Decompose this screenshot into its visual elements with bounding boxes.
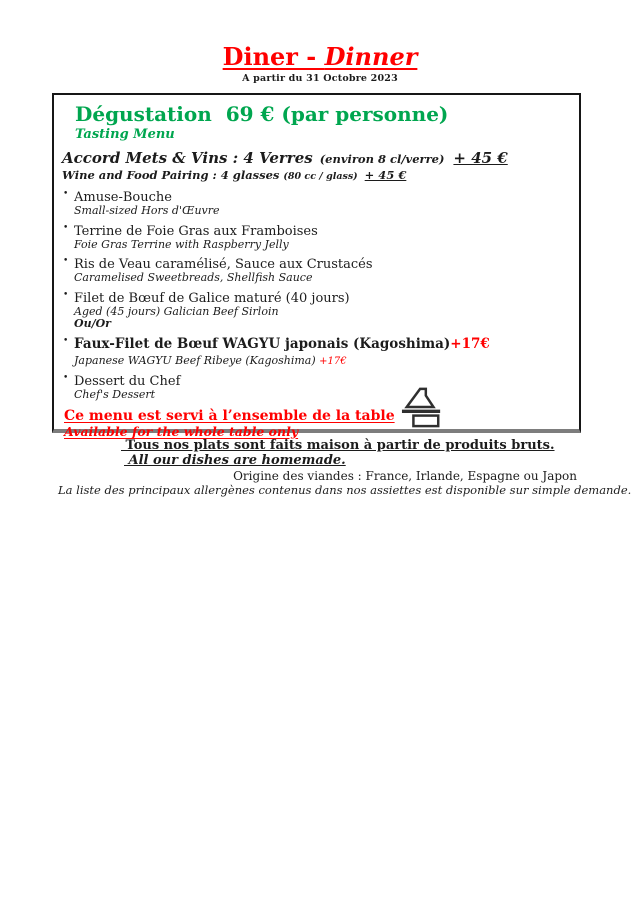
or-divider: Ou/Or xyxy=(74,317,111,331)
menu-subheading: Tasting Menu xyxy=(75,127,175,143)
item-name-en: Small-sized Hors d'Œuvre xyxy=(74,204,220,218)
wagyu-supplement-price: +17€ xyxy=(450,335,490,352)
wagyu-supplement-price-en: +17€ xyxy=(319,355,347,367)
menu-item-filet-de-boeuf xyxy=(62,291,567,331)
item-name-fr xyxy=(74,337,567,352)
bullet-icon: • xyxy=(63,373,69,384)
wagyu-name: Faux-Filet de Bœuf WAGYU japonais (Kagoshima) xyxy=(74,335,451,352)
item-name-en: Foie Gras Terrine with Raspberry Jelly xyxy=(74,237,289,251)
item-name-fr: Dessert du Chef xyxy=(74,374,181,390)
wine-pairing-en-price: + 45 € xyxy=(364,168,407,183)
allergens-note: La liste des principaux allergènes contenus dans nos assiettes est disponible sur simple demande. xyxy=(58,483,632,498)
item-name-fr: Ris de Veau caramélisé, Sauce aux Crustacés xyxy=(74,257,373,273)
page-title-fr: Diner - xyxy=(222,42,325,71)
bullet-icon: • xyxy=(63,222,69,233)
bullet-icon: • xyxy=(63,189,69,200)
wine-pairing-fr-main: Accord Mets & Vins : 4 Verres xyxy=(62,149,313,168)
wagyu-name-en: Japanese WAGYU Beef Ribeye (Kagoshima) xyxy=(74,353,320,367)
item-name-en xyxy=(74,355,567,369)
wine-pairing-en xyxy=(62,168,567,184)
item-name-fr: Amuse-Bouche xyxy=(74,190,172,206)
tasting-menu-box xyxy=(52,93,581,439)
page-header xyxy=(0,0,640,84)
wine-pairing-en-note: (80 cc / glass) xyxy=(283,171,358,183)
wine-pairing-fr-price: + 45 € xyxy=(453,149,508,168)
menu-item-wagyu xyxy=(62,337,567,369)
bullet-icon: • xyxy=(63,256,69,267)
whole-table-notice-en: Available for the whole table only xyxy=(64,423,299,439)
wine-pairing-fr-note: (environ 8 cl/verre) xyxy=(319,152,445,167)
page-subtitle: A partir du 31 Octobre 2023 xyxy=(242,73,398,85)
page-footer xyxy=(0,439,640,497)
wine-pairing-en-main: Wine and Food Pairing : 4 glasses xyxy=(62,168,280,183)
meat-origin-note: Origine des viandes : France, Irlande, Espagne ou Japon xyxy=(233,469,577,484)
menu-heading: Dégustation 69 € (par personne) xyxy=(75,102,449,127)
page-title-en: Dinner xyxy=(324,42,418,71)
wine-pairing-fr xyxy=(62,149,567,168)
homemade-note-fr: Tous nos plats sont faits maison à partir de produits bruts. xyxy=(121,438,555,454)
restaurant-house-logo-icon xyxy=(401,386,443,428)
bullet-icon: • xyxy=(63,289,69,300)
item-name-fr: Filet de Bœuf de Galice maturé (40 jours) xyxy=(74,290,350,306)
whole-table-notice-fr: Ce menu est servi à l’ensemble de la table xyxy=(64,407,395,424)
bullet-icon: • xyxy=(63,335,69,346)
menu-item-terrine xyxy=(62,224,567,252)
item-name-fr: Terrine de Foie Gras aux Framboises xyxy=(74,223,318,239)
homemade-note-en: All our dishes are homemade. xyxy=(124,452,346,468)
wine-pairing-section xyxy=(62,149,567,184)
menu-items-list xyxy=(62,190,567,402)
menu-item-dessert xyxy=(62,374,567,402)
whole-table-notice xyxy=(64,408,567,439)
page-title xyxy=(223,44,418,70)
item-name-en: Aged (45 jours) Galician Beef Sirloin xyxy=(74,304,279,318)
item-name-en: Caramelised Sweetbreads, Shellfish Sauce xyxy=(74,271,313,285)
menu-item-ris-de-veau xyxy=(62,257,567,285)
item-name-en: Chef's Dessert xyxy=(74,388,156,402)
menu-item-amuse-bouche xyxy=(62,190,567,218)
